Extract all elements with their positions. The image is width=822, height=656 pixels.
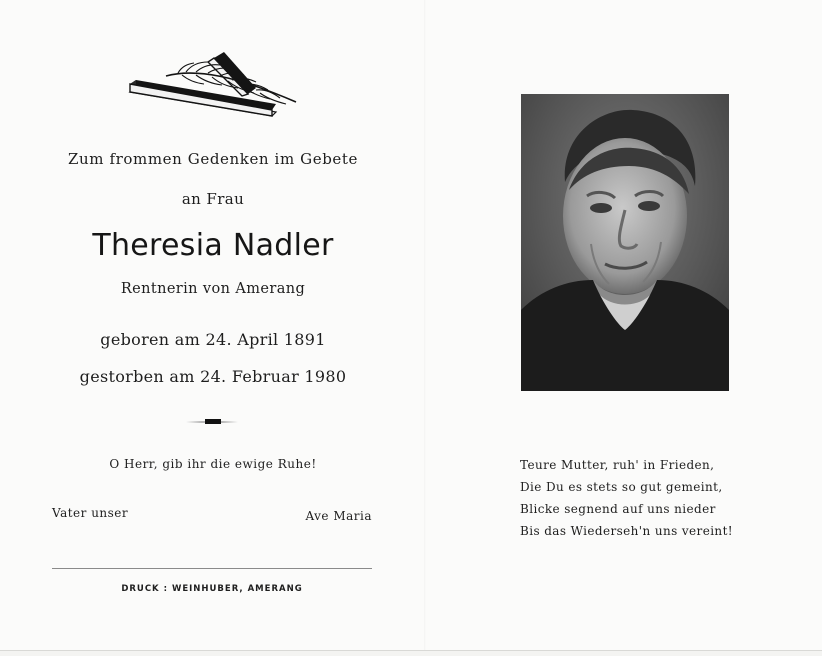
deceased-role: Rentnerin von Amerang bbox=[120, 281, 306, 297]
ornament-mark bbox=[205, 419, 221, 424]
dedication-text: Zum frommen Gedenken im Gebete bbox=[67, 150, 358, 168]
deceased-name: Theresia Nadler bbox=[92, 228, 334, 263]
printer-credit: DRUCK : WEINHUBER, AMERANG bbox=[121, 584, 303, 594]
ave-maria-text: Ave Maria bbox=[305, 509, 372, 523]
cross-with-palm-icon bbox=[126, 46, 302, 120]
vater-unser-text: Vater unser bbox=[52, 506, 129, 520]
footer-rule bbox=[52, 568, 372, 569]
poem-line: Blicke segnend auf uns nieder bbox=[520, 502, 716, 516]
poem-line: Die Du es stets so gut gemeint, bbox=[520, 480, 723, 494]
poem-line: Bis das Wiederseh'n uns vereint! bbox=[520, 524, 734, 538]
salutation-text: an Frau bbox=[181, 190, 245, 208]
portrait-photo bbox=[521, 94, 729, 391]
portrait-drawing bbox=[521, 94, 729, 391]
prayer-text: O Herr, gib ihr die ewige Ruhe! bbox=[109, 457, 317, 471]
card-fold bbox=[424, 0, 426, 650]
poem bbox=[520, 454, 733, 542]
birth-date: geboren am 24. April 1891 bbox=[100, 330, 326, 349]
death-date: gestorben am 24. Februar 1980 bbox=[79, 367, 347, 386]
poem-line: Teure Mutter, ruh' in Frieden, bbox=[520, 458, 715, 472]
